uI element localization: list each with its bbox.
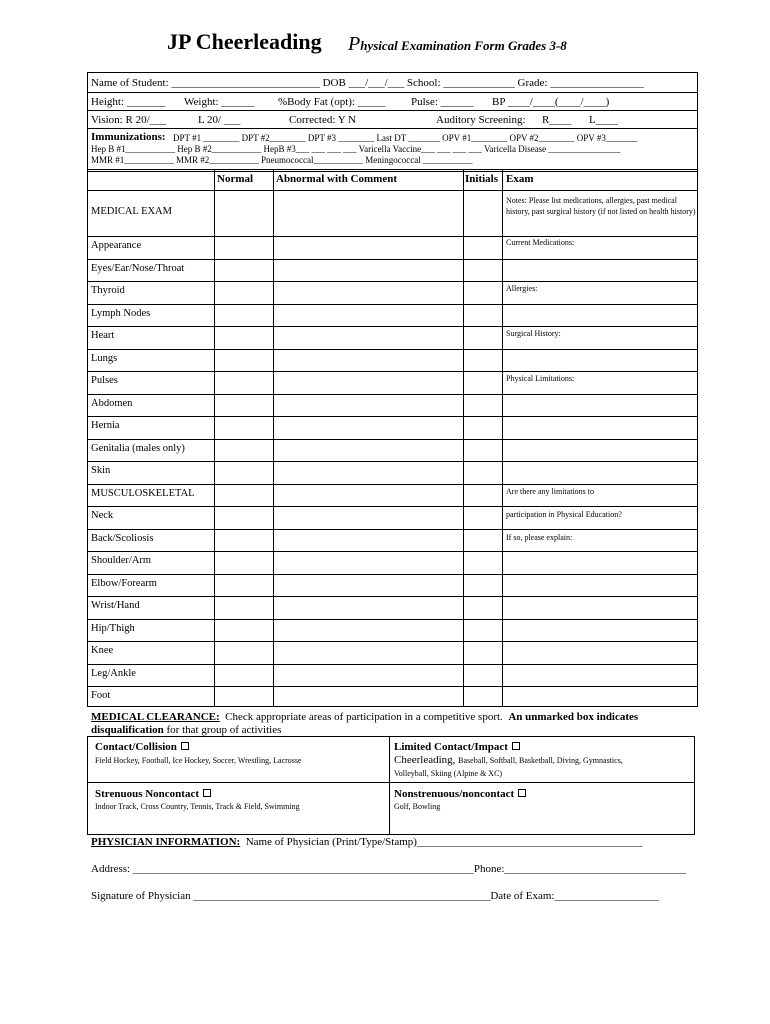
row-divider: [87, 596, 698, 597]
limited-contact-sports-2: Volleyball, Skiing (Alpine & XC): [394, 769, 503, 778]
exam-row-label: Elbow/Forearm: [91, 577, 157, 589]
row-divider: [87, 686, 698, 687]
clearance-heading: MEDICAL CLEARANCE:: [91, 711, 220, 723]
strenuous-sports: Indoor Track, Cross Country, Tennis, Track & Field, Swimming: [95, 802, 300, 811]
subtitle-initial: P: [348, 33, 361, 55]
auditory-left-field[interactable]: L____: [589, 114, 618, 126]
exam-row-label: MEDICAL EXAM: [91, 206, 172, 217]
form-subtitle: [348, 33, 567, 56]
limited-contact-title: [394, 741, 520, 753]
notes-question-3: If so, please explain:: [506, 533, 573, 542]
immunizations-row-1[interactable]: DPT #1 ________ DPT #2________ DPT #3 ________ Last DT _______ OPV #1________ OPV #2________ OPV #3_______: [173, 133, 638, 143]
exam-row-label: Skin: [91, 465, 111, 477]
row-divider: [87, 394, 698, 395]
clearance-disqualification: disqualification: [91, 724, 164, 736]
physician-address-line[interactable]: Address: ______________________________________________________________Phone:_________________________________: [91, 863, 686, 875]
row-divider: [87, 461, 698, 462]
exam-row-label: Back/Scoliosis: [91, 532, 154, 544]
exam-row-label: Eyes/Ear/Nose/Throat: [91, 262, 185, 274]
clearance-text: Check appropriate areas of participation in a competitive sport.: [225, 711, 503, 723]
row-divider: [87, 551, 698, 552]
exam-row-label: Lungs: [91, 352, 118, 364]
row-divider: [87, 371, 698, 372]
contact-collision-title: [95, 741, 189, 753]
exam-row-label: Pulses: [91, 375, 118, 387]
row-divider: [87, 574, 698, 575]
corrected-field[interactable]: Corrected: Y N: [289, 114, 356, 126]
exam-row-label: Leg/Ankle: [91, 667, 136, 679]
header-exam: Exam: [506, 173, 534, 185]
immunizations-row-2[interactable]: Hep B #1___________ Hep B #2___________ HepB #3___ ___ ___ ___ Varicella Vaccine___ ___ ___ ___ Varicella Disease ________________: [91, 144, 621, 154]
physician-heading: PHYSICIAN INFORMATION:: [91, 836, 241, 848]
row-divider: [87, 619, 698, 620]
notes-limitations: Physical Limitations:: [506, 374, 575, 383]
vision-right-field[interactable]: Vision: R 20/___: [91, 114, 167, 126]
row-divider: [87, 506, 698, 507]
row-divider: [87, 349, 698, 350]
student-line-1[interactable]: Name of Student: ___________________________ DOB ___/___/___ School: _____________ Grade: _________________: [91, 77, 644, 89]
clearance-line-1: [91, 711, 638, 723]
row-divider: [87, 236, 698, 237]
subtitle-rest: hysical Examination Form Grades 3-8: [360, 38, 567, 53]
exam-row-label: Foot: [91, 690, 111, 702]
physician-signature-line[interactable]: Signature of Physician ______________________________________________________Date of Exam:___________________: [91, 890, 659, 902]
exam-row-label: Hip/Thigh: [91, 622, 135, 634]
auditory-label: Auditory Screening:: [436, 114, 526, 126]
notes-question-2: participation in Physical Education?: [506, 510, 622, 519]
nonstrenuous-sports: Golf, Bowling: [394, 802, 441, 811]
height-field[interactable]: Height: _______: [91, 96, 166, 108]
exam-row-label: Wrist/Hand: [91, 600, 140, 612]
notes-intro: Notes: Please list medications, allergies, past medical history, past surgical history (if not listed on health history): [506, 196, 696, 216]
body-fat-field[interactable]: %Body Fat (opt): _____: [278, 96, 386, 108]
immunizations-label: Immunizations:: [91, 131, 166, 143]
contact-collision-label: Contact/Collision: [95, 741, 177, 753]
vision-left-field[interactable]: L 20/ ___: [198, 114, 241, 126]
divider: [87, 92, 698, 93]
clearance-divider: [87, 782, 695, 783]
row-divider: [87, 664, 698, 665]
row-divider: [87, 439, 698, 440]
row-divider: [87, 416, 698, 417]
limited-contact-label: Limited Contact/Impact: [394, 741, 508, 753]
pulse-field[interactable]: Pulse: ______: [411, 96, 474, 108]
divider: [87, 110, 698, 111]
clearance-line-2: [91, 724, 281, 736]
exam-row-label: Shoulder/Arm: [91, 555, 152, 567]
header-abnormal: Abnormal with Comment: [276, 173, 397, 185]
strenuous-label: Strenuous Noncontact: [95, 788, 200, 800]
header-initials: Initials: [465, 173, 499, 185]
exam-row-label: Hernia: [91, 420, 120, 432]
immunizations-row-3[interactable]: MMR #1___________ MMR #2___________ Pneumococcal___________ Meningococcal ___________: [91, 155, 473, 165]
limited-contact-sports-1: Baseball, Softball, Basketball, Diving, Gymnastics,: [458, 756, 623, 765]
row-divider: [87, 259, 698, 260]
exam-row-label: Heart: [91, 330, 115, 342]
notes-question-1: Are there any limitations to: [506, 487, 594, 496]
auditory-right-field[interactable]: R____: [542, 114, 572, 126]
notes-surgical: Surgical History:: [506, 329, 561, 338]
bp-field[interactable]: BP ____/____(____/____): [492, 96, 610, 108]
exam-row-label: Thyroid: [91, 285, 125, 297]
contact-collision-checkbox[interactable]: [181, 742, 189, 750]
notes-allergies: Allergies:: [506, 284, 538, 293]
exam-row-label: Lymph Nodes: [91, 307, 151, 319]
form-title: JP Cheerleading: [167, 29, 322, 54]
header-normal: Normal: [217, 173, 254, 185]
clearance-bold-text: An unmarked box indicates: [508, 711, 639, 723]
exam-row-label: Abdomen: [91, 397, 133, 409]
physician-name-line[interactable]: [91, 836, 642, 848]
strenuous-title: [95, 788, 211, 800]
nonstrenuous-checkbox[interactable]: [518, 789, 526, 797]
physician-name-field: Name of Physician (Print/Type/Stamp)_________________________________________: [245, 836, 643, 848]
notes-medications: Current Medications:: [506, 238, 575, 247]
row-divider: [87, 281, 698, 282]
limited-contact-checkbox[interactable]: [512, 742, 520, 750]
contact-collision-sports: Field Hockey, Football, Ice Hockey, Soccer, Wrestling, Lacrosse: [95, 756, 302, 765]
row-divider: [87, 641, 698, 642]
exam-row-label: Appearance: [91, 240, 142, 252]
limited-contact-line-1: [394, 754, 623, 766]
row-divider: [87, 484, 698, 485]
row-divider: [87, 190, 698, 191]
exam-row-label: MUSCULOSKELETAL: [91, 487, 195, 499]
row-divider: [87, 529, 698, 530]
clearance-line-2-rest: for that group of activities: [166, 724, 282, 736]
row-divider: [87, 326, 698, 327]
strenuous-checkbox[interactable]: [203, 789, 211, 797]
clearance-divider: [389, 736, 390, 835]
row-divider: [87, 304, 698, 305]
exam-row-label: Genitalia (males only): [91, 442, 185, 454]
limited-contact-cheerleading: Cheerleading,: [394, 754, 456, 766]
divider: [87, 128, 698, 129]
weight-field[interactable]: Weight: ______: [184, 96, 255, 108]
nonstrenuous-label: Nonstrenuous/noncontact: [394, 788, 515, 800]
exam-row-label: Neck: [91, 510, 114, 522]
nonstrenuous-title: [394, 788, 526, 800]
exam-row-label: Knee: [91, 645, 114, 657]
